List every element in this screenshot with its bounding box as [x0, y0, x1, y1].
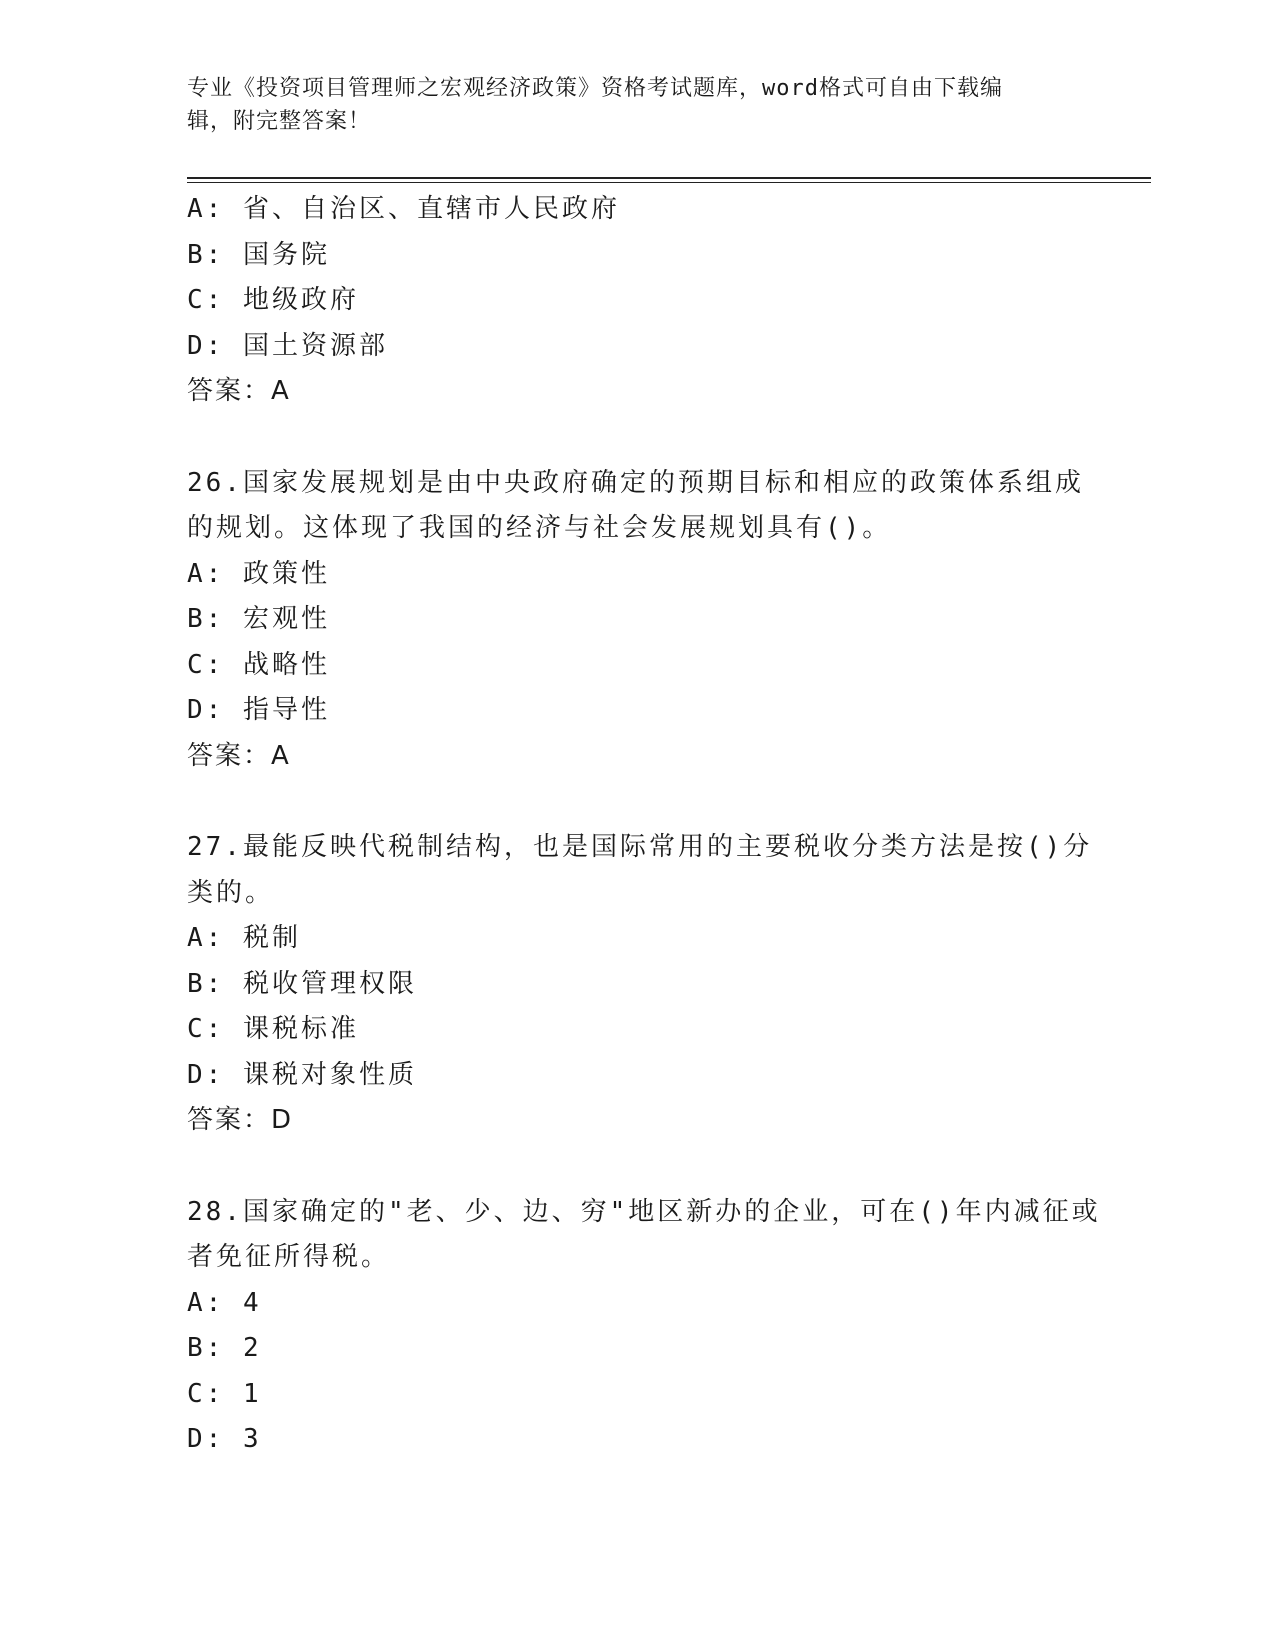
question-25	[187, 187, 1087, 415]
question-text-line-1: 26.国家发展规划是由中央政府确定的预期目标和相应的政策体系组成	[187, 467, 1084, 498]
header-rule-thin	[187, 182, 1151, 183]
option-c: C: 战略性	[187, 649, 330, 680]
question-list	[187, 187, 1101, 1463]
option-d: D: 课税对象性质	[187, 1059, 417, 1090]
question-text-line-1: 28.国家确定的"老、少、边、穷"地区新办的企业，可在()年内减征或	[187, 1196, 1101, 1227]
option-a: A: 省、自治区、直辖市人民政府	[187, 194, 620, 224]
option-a: A: 税制	[187, 923, 301, 953]
question-text-line-1: 27.最能反映代税制结构，也是国际常用的主要税收分类方法是按()分	[187, 832, 1093, 862]
option-b: B: 2	[187, 1333, 262, 1363]
question-26	[187, 461, 1087, 780]
option-c: C: 课税标准	[187, 1014, 359, 1044]
document-header	[187, 72, 1067, 138]
header-line-1: 专业《投资项目管理师之宏观经济政策》资格考试题库，word格式可自由下载编	[187, 76, 1003, 101]
option-d: D: 指导性	[187, 695, 330, 725]
question-27	[187, 825, 1093, 1144]
answer: 答案：A	[187, 376, 291, 406]
option-a: A: 4	[187, 1287, 262, 1318]
option-b: B: 国务院	[187, 239, 330, 270]
option-c: C: 1	[187, 1378, 262, 1409]
header-line-2: 辑，附完整答案！	[187, 109, 372, 134]
question-text-line-2: 者免征所得税。	[187, 1242, 391, 1272]
question-28	[187, 1190, 1101, 1463]
option-b: B: 税收管理权限	[187, 968, 417, 999]
answer: 答案：D	[187, 1105, 294, 1135]
option-d: D: 国土资源部	[187, 330, 388, 361]
option-a: A: 政策性	[187, 558, 330, 589]
header-rule-thick	[187, 177, 1151, 179]
question-text-line-2: 的规划。这体现了我国的经济与社会发展规划具有()。	[187, 513, 892, 543]
option-c: C: 地级政府	[187, 285, 359, 315]
option-b: B: 宏观性	[187, 604, 330, 634]
answer: 答案：A	[187, 740, 291, 771]
question-text-line-2: 类的。	[187, 877, 275, 908]
option-d: D: 3	[187, 1424, 262, 1454]
